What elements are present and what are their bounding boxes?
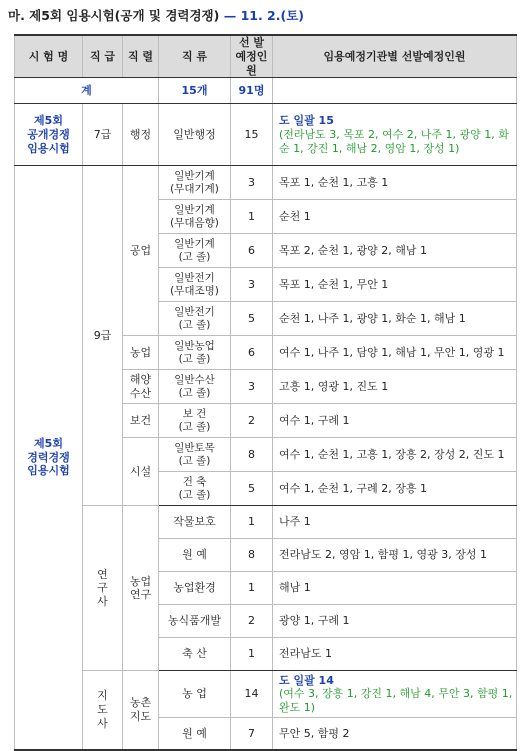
row-detail: 순천 1 (273, 200, 517, 234)
open-exam-name-3: 임용시험 (27, 141, 70, 155)
career-exam-3: 임용시험 (27, 464, 70, 478)
grade-9: 9급 (83, 166, 123, 506)
row-class (159, 472, 231, 506)
row-count: 5 (231, 472, 273, 506)
row-class (159, 336, 231, 370)
class-line: (무대조명) (170, 284, 219, 297)
row-detail: 광양 1, 구례 1 (273, 605, 517, 638)
series-ocean-2: 수산 (129, 386, 152, 400)
class-line: 일반기계 (174, 237, 215, 250)
open-exam-name (15, 104, 83, 166)
header-count-1: 선 발 (238, 36, 265, 49)
table-row (15, 671, 517, 718)
row-detail: 해남 1 (273, 572, 517, 605)
class-line: (고 졸) (178, 488, 211, 501)
summary-row (15, 78, 517, 104)
row-detail: 순천 1, 나주 1, 광양 1, 화순 1, 해남 1 (273, 302, 517, 336)
row-detail: 목포 2, 순천 1, 광양 2, 해남 1 (273, 234, 517, 268)
open-exam-name-1: 제5회 (34, 114, 63, 128)
row-count: 1 (231, 638, 273, 671)
open-exam-row (15, 104, 517, 166)
row-class (159, 200, 231, 234)
row-class (159, 268, 231, 302)
row-count: 1 (231, 506, 273, 539)
research-3: 사 (97, 595, 108, 609)
row-detail: 나주 1 (273, 506, 517, 539)
row-class (159, 302, 231, 336)
row-count: 1 (231, 572, 273, 605)
class-line: 일반수산 (174, 373, 215, 386)
summary-empty (273, 78, 517, 104)
class-line: (고 졸) (178, 386, 211, 399)
row-detail: 고흥 1, 영광 1, 진도 1 (273, 370, 517, 404)
row-class: 농업환경 (159, 572, 231, 605)
header-series: 직 렬 (123, 35, 159, 78)
career-exam-2: 경력경쟁 (27, 450, 70, 464)
row-detail: 여수 1, 나주 1, 담양 1, 해남 1, 무안 1, 영광 1 (273, 336, 517, 370)
table-row (15, 506, 517, 539)
section-title (8, 6, 304, 24)
rural-guide-2: 지도 (129, 710, 152, 723)
summary-total: 91명 (231, 78, 273, 104)
series-facility: 시설 (123, 438, 159, 506)
row-count: 3 (231, 370, 273, 404)
row-detail: 목포 1, 순천 1, 고흥 1 (273, 166, 517, 200)
open-detail-main: 도 일괄 15 (279, 114, 334, 128)
row-count: 3 (231, 166, 273, 200)
row-class (159, 166, 231, 200)
class-line: 일반기계 (174, 169, 215, 182)
series-ocean (123, 370, 159, 404)
detail-main: 도 일괄 14 (279, 673, 334, 687)
row-count: 7 (231, 718, 273, 750)
class-line: 일반기계 (174, 203, 215, 216)
row-detail (273, 671, 517, 718)
row-class: 농식품개발 (159, 605, 231, 638)
open-detail-sub: (전라남도 3, 목포 2, 여수 2, 나주 1, 광양 1, 화순 1, 강진 1, 해남 2, 영암 1, 장성 1) (279, 127, 509, 155)
summary-classes: 15개 (159, 78, 231, 104)
header-class: 직 류 (159, 35, 231, 78)
row-count: 8 (231, 539, 273, 572)
header-row (15, 35, 517, 78)
row-count: 3 (231, 268, 273, 302)
guide-1: 지 (97, 689, 108, 703)
series-industry: 공업 (123, 166, 159, 336)
header-count-2: 예정인원 (235, 49, 268, 77)
row-count: 8 (231, 438, 273, 472)
career-exam-name (15, 166, 83, 750)
open-series: 행정 (123, 104, 159, 166)
open-detail (273, 104, 517, 166)
row-detail: 목포 1, 순천 1, 무안 1 (273, 268, 517, 302)
class-line: (고 졸) (178, 420, 211, 433)
row-class (159, 438, 231, 472)
header-count (231, 35, 273, 78)
rural-guide-1: 농촌 (129, 696, 152, 710)
detail-sub: (여수 3, 장흥 1, 강진 1, 해남 4, 무안 3, 함평 1, 완도 1) (279, 687, 513, 715)
row-detail: 전라남도 1 (273, 638, 517, 671)
row-count: 5 (231, 302, 273, 336)
row-class (159, 404, 231, 438)
header-grade: 직 급 (83, 35, 123, 78)
exam-table (14, 34, 517, 751)
class-line: 건 축 (182, 475, 207, 488)
class-line: 일반농업 (174, 339, 215, 352)
grade-guide (83, 671, 123, 750)
agri-research-1: 농업 (129, 574, 152, 588)
series-agri-research (123, 506, 159, 671)
row-class (159, 234, 231, 268)
class-line: (무대기계) (170, 182, 219, 195)
row-detail: 여수 1, 순천 1, 고흥 1, 장흥 2, 장성 2, 진도 1 (273, 438, 517, 472)
row-class: 원 예 (159, 718, 231, 750)
row-class: 원 예 (159, 539, 231, 572)
row-count: 6 (231, 336, 273, 370)
series-farm: 농업 (123, 336, 159, 370)
class-line: 일반전기 (174, 305, 215, 318)
research-2: 구 (97, 581, 108, 595)
row-detail: 여수 1, 순천 1, 구례 2, 장흥 1 (273, 472, 517, 506)
class-line: (고 졸) (178, 352, 211, 365)
research-1: 연 (97, 567, 108, 581)
class-line: (고 졸) (178, 318, 211, 331)
guide-2: 도 (97, 703, 108, 717)
header-exam: 시 험 명 (15, 35, 83, 78)
row-count: 2 (231, 404, 273, 438)
title-dash: — (223, 8, 237, 23)
row-count: 14 (231, 671, 273, 718)
agri-research-2: 연구 (129, 588, 152, 602)
summary-label: 계 (15, 78, 159, 104)
class-line: (무대음향) (170, 216, 219, 229)
grade-research (83, 506, 123, 671)
row-class: 축 산 (159, 638, 231, 671)
class-line: (고 졸) (178, 454, 211, 467)
open-count: 15 (231, 104, 273, 166)
row-detail: 여수 1, 구례 1 (273, 404, 517, 438)
table-row (15, 166, 517, 200)
class-line: 일반전기 (174, 271, 215, 284)
row-count: 2 (231, 605, 273, 638)
row-class: 농 업 (159, 671, 231, 718)
guide-3: 사 (97, 716, 108, 730)
open-exam-name-2: 공개경쟁 (27, 127, 70, 141)
row-class (159, 370, 231, 404)
series-rural-guide (123, 671, 159, 750)
class-line: 보 건 (182, 407, 207, 420)
open-class: 일반행정 (159, 104, 231, 166)
row-detail: 전라남도 2, 영암 1, 함평 1, 영광 3, 장성 1 (273, 539, 517, 572)
series-ocean-1: 해양 (129, 373, 152, 386)
class-line: 일반토목 (174, 441, 215, 454)
career-exam-1: 제5회 (34, 436, 63, 450)
open-grade: 7급 (83, 104, 123, 166)
title-prefix: 마. 제5회 임용시험(공개 및 경력경쟁) (8, 8, 220, 23)
class-line: (고 졸) (178, 250, 211, 263)
title-date: 11. 2.(토) (240, 8, 305, 23)
row-count: 1 (231, 200, 273, 234)
row-detail: 무안 5, 함평 2 (273, 718, 517, 750)
row-count: 6 (231, 234, 273, 268)
series-health: 보건 (123, 404, 159, 438)
row-class: 작물보호 (159, 506, 231, 539)
header-detail: 임용예정기관별 선발예정인원 (273, 35, 517, 78)
